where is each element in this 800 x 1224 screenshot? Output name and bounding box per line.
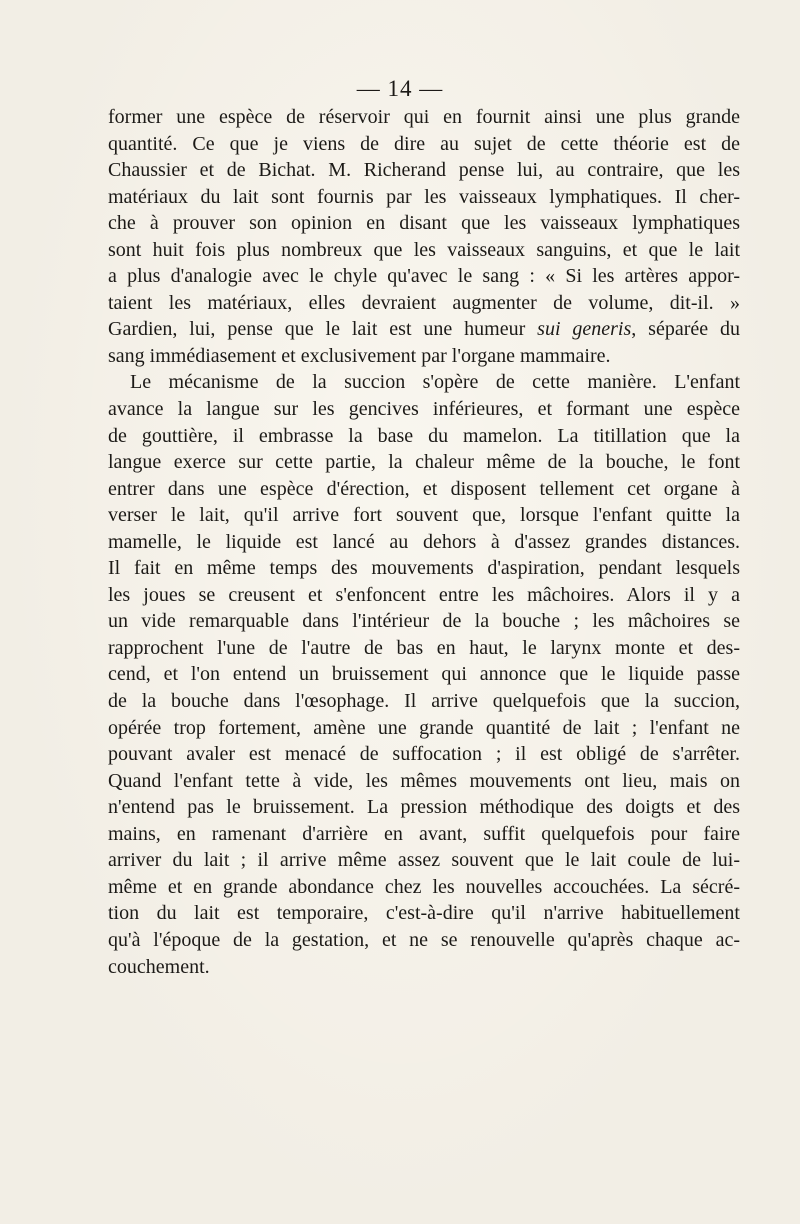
text-line: taient les matériaux, elles devraient augmenter de volume, dit-il. » (108, 291, 740, 314)
text-line: pouvant avaler est menacé de suffocation ; il est obligé de s'arrêter. (108, 743, 740, 766)
body-text (108, 104, 740, 980)
text-line: mains, en ramenant d'arrière en avant, suffit quelquefois pour faire (108, 822, 740, 845)
text-line: Il fait en même temps des mouvements d'aspiration, pendant lesquels (108, 557, 740, 580)
text-line: de gouttière, il embrasse la base du mamelon. La titillation que la (108, 424, 740, 447)
text-line: n'entend pas le bruissement. La pression méthodique des doigts et des (108, 796, 740, 819)
text-segment: , séparée du (631, 318, 741, 341)
text-line: entrer dans une espèce d'érection, et disposent tellement cet organe à (108, 477, 740, 500)
text-line: Chaussier et de Bichat. M. Richerand pense lui, au contraire, que les (108, 159, 740, 182)
text-line: avance la langue sur les gencives inférieures, et formant une espèce (108, 398, 740, 421)
text-line: couchement. (108, 955, 210, 978)
text-line: même et en grande abondance chez les nouvelles accouchées. La sécré- (108, 875, 740, 898)
text-line: mamelle, le liquide est lancé au dehors à d'assez grandes distances. (108, 530, 740, 553)
text-line: cend, et l'on entend un bruissement qui annonce que le liquide passe (108, 663, 740, 686)
text-line: opérée trop fortement, amène une grande quantité de lait ; l'enfant ne (108, 716, 740, 739)
text-line: langue exerce sur cette partie, la chaleur même de la bouche, le font (108, 451, 740, 474)
text-line: verser le lait, qu'il arrive fort souvent que, lorsque l'enfant quitte la (108, 504, 740, 527)
text-line: qu'à l'époque de la gestation, et ne se renouvelle qu'après chaque ac- (108, 928, 740, 951)
text-line: former une espèce de réservoir qui en fournit ainsi une plus grande (108, 106, 740, 128)
text-line-with-italic (108, 316, 740, 343)
text-line: les joues se creusent et s'enfoncent entre les mâchoires. Alors il y a (108, 583, 740, 606)
text-line: arriver du lait ; il arrive même assez souvent que le lait coule de lui- (108, 849, 740, 872)
text-line: sang immédiasement et exclusivement par l'organe mammaire. (108, 344, 611, 367)
text-line: matériaux du lait sont fournis par les vaisseaux lymphatiques. Il cher- (108, 185, 740, 208)
text-segment: Gardien, lui, pense que le lait est une humeur (108, 318, 538, 341)
text-line: rapprochent l'une de l'autre de bas en haut, le larynx monte et des- (108, 636, 740, 659)
text-line: un vide remarquable dans l'intérieur de la bouche ; les mâchoires se (108, 610, 740, 633)
text-line: tion du lait est temporaire, c'est-à-dire qu'il n'arrive habituellement (108, 902, 740, 925)
text-line: Quand l'enfant tette à vide, les mêmes mouvements ont lieu, mais on (108, 769, 740, 792)
page-number: — 14 — (356, 76, 444, 101)
italic-term: sui generis (537, 318, 632, 341)
text-line: che à prouver son opinion en disant que les vaisseaux lymphatiques (108, 212, 740, 235)
text-line: sont huit fois plus nombreux que les vaisseaux sanguins, et que le lait (108, 238, 740, 261)
text-line: de la bouche dans l'œsophage. Il arrive quelquefois que la succion, (108, 690, 740, 713)
text-line: a plus d'analogie avec le chyle qu'avec le sang : « Si les artères appor- (108, 265, 740, 288)
text-line: quantité. Ce que je viens de dire au sujet de cette théorie est de (108, 132, 740, 155)
paragraph-start-line: Le mécanisme de la succion s'opère de cette manière. L'enfant (130, 371, 740, 394)
